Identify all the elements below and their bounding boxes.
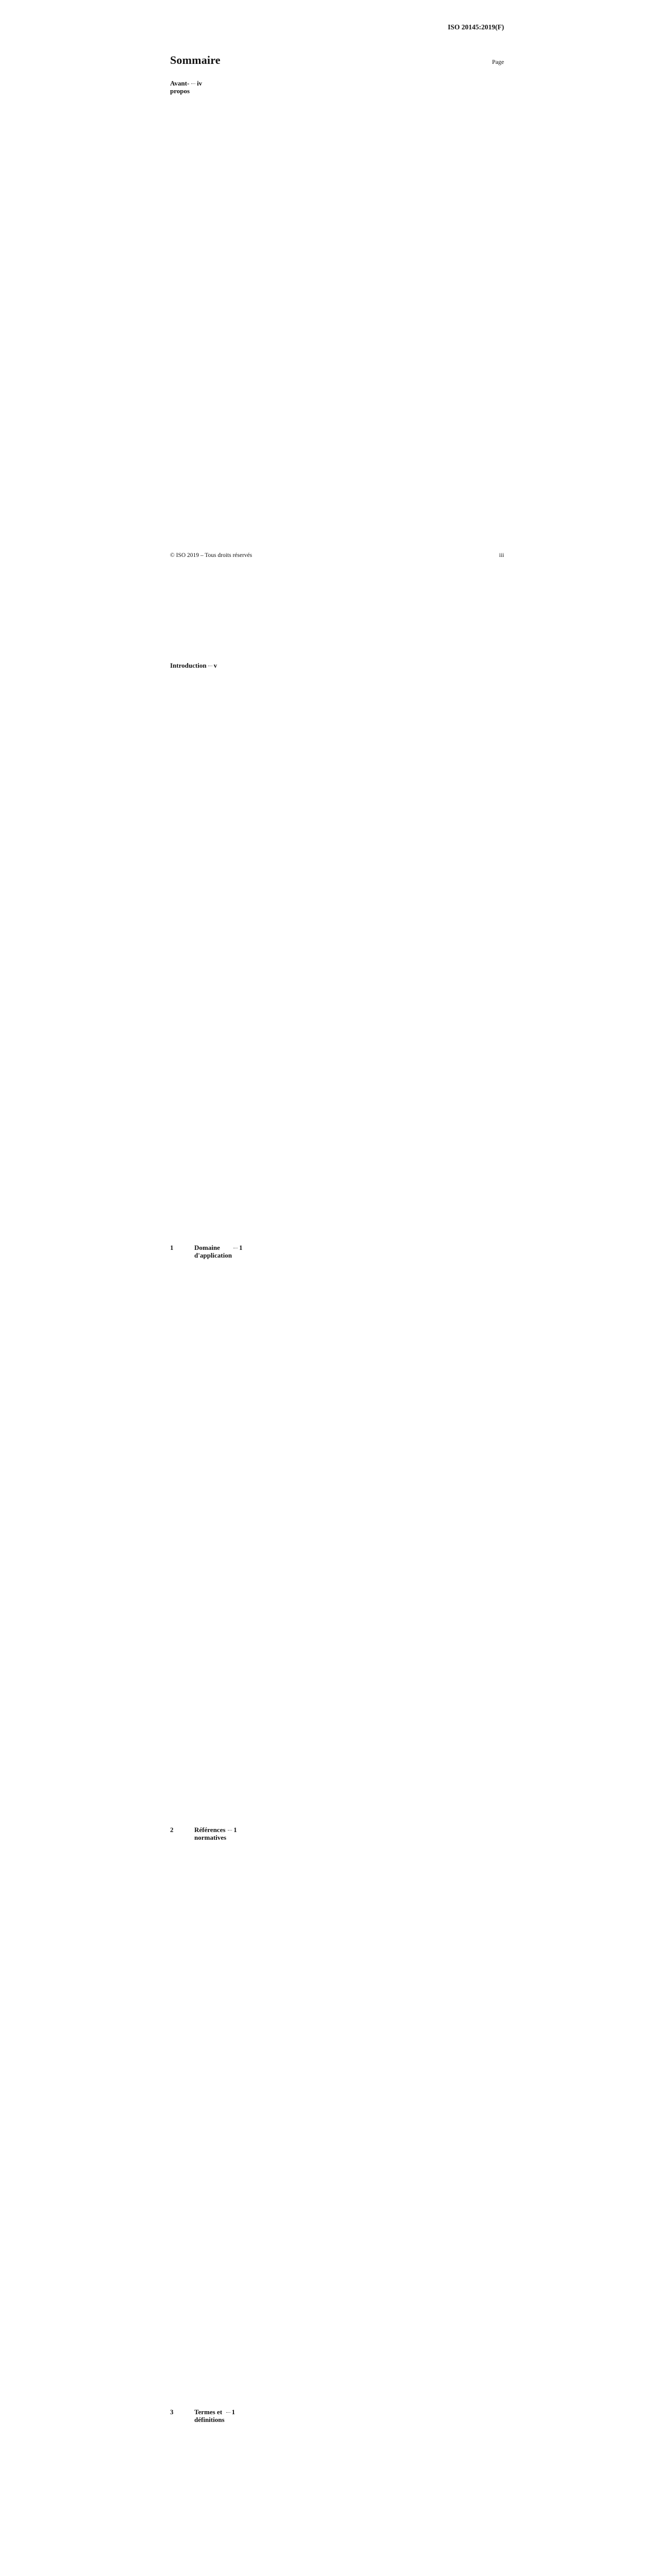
toc-entry[interactable]	[170, 1826, 504, 2404]
toc-entry-title: Références normatives	[194, 1826, 227, 1842]
page-footer	[170, 552, 504, 558]
toc-leader-dots	[191, 83, 195, 84]
toc-entry-title: Introduction	[170, 662, 207, 669]
page-number: iii	[499, 552, 504, 558]
toc-entry-page: 1	[239, 1244, 648, 1822]
toc-leader-dots	[226, 2412, 230, 2413]
page-title: Sommaire	[170, 54, 221, 66]
toc-entry[interactable]	[170, 1244, 504, 1822]
toc-entry-page: v	[214, 662, 623, 1240]
toc-content	[170, 54, 504, 2576]
toc-heading	[170, 54, 504, 67]
toc-entry[interactable]	[170, 662, 504, 1240]
toc-entry-number: 1	[170, 1244, 174, 1251]
copyright-notice: © ISO 2019 – Tous droits réservés	[170, 552, 253, 558]
toc-entry-page: 1	[232, 2408, 641, 2576]
page-column-label: Page	[492, 58, 504, 65]
toc-entry-title: Avant-propos	[170, 79, 190, 95]
document-page	[122, 0, 531, 2424]
toc-entry-number: 3	[170, 2408, 174, 2416]
toc-entry[interactable]	[170, 2408, 504, 2576]
toc-leader-dots	[228, 1830, 232, 1831]
document-reference: ISO 20145:2019(F)	[447, 23, 504, 31]
toc-entry-number: 2	[170, 1826, 174, 1834]
toc-entry-page: iv	[197, 79, 606, 657]
toc-entries	[170, 79, 504, 2576]
toc-entry[interactable]	[170, 79, 504, 657]
toc-entry-title: Domaine d'application	[194, 1244, 232, 1260]
toc-entry-page: 1	[233, 1826, 642, 2404]
toc-entry-title: Termes et définitions	[194, 2408, 225, 2424]
